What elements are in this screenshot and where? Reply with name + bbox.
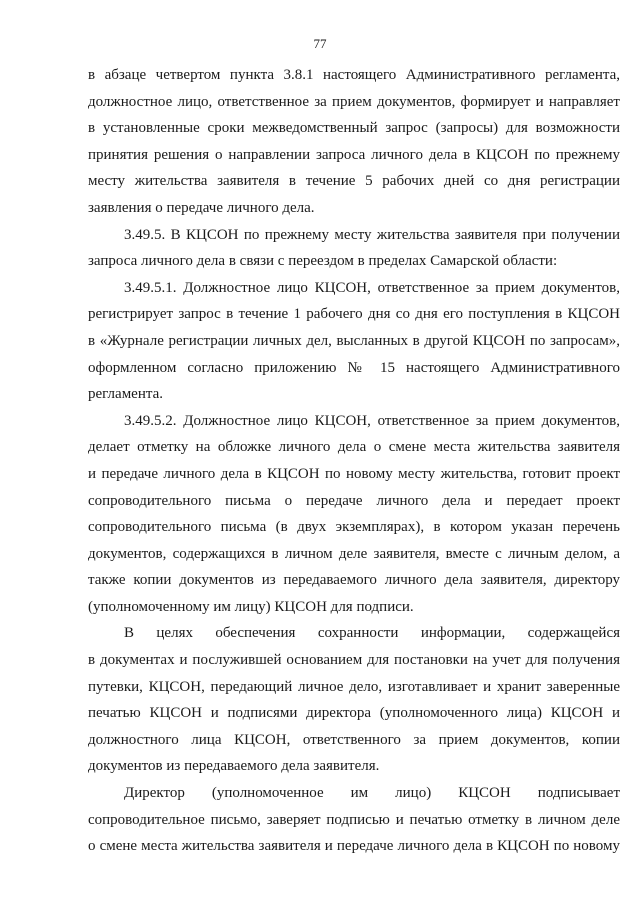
- page-number: 77: [313, 36, 327, 51]
- text-line: оформленном согласно приложению № 15 настоящего Административного: [88, 359, 620, 376]
- text-line: регламента.: [88, 386, 164, 403]
- paragraph-6: [88, 780, 620, 860]
- text-line: 3.49.5.2. Должностное лицо КЦСОН, ответственное за прием документов,: [124, 412, 620, 429]
- text-line: 3.49.5.1. Должностное лицо КЦСОН, ответственное за прием документов,: [124, 279, 620, 296]
- text-line: в абзаце четвертом пункта 3.8.1 настоящего Административного регламента,: [88, 67, 620, 83]
- text-line: о смене места жительства заявителя и передаче личного дела в КЦСОН по новому: [88, 838, 620, 855]
- text-line: (уполномоченному им лицу) КЦСОН для подписи.: [88, 598, 414, 615]
- text-line: 3.49.5. В КЦСОН по прежнему месту жительства заявителя при получении: [124, 226, 620, 243]
- text-line: документов, содержащихся в личном деле заявителя, вместе с личным делом, а: [88, 545, 620, 562]
- paragraph-5: [88, 620, 620, 780]
- text-line: месту жительства заявителя в течение 5 рабочих дней со дня регистрации: [88, 173, 620, 190]
- text-line: Директор (уполномоченное им лицо) КЦСОН подписывает: [124, 785, 620, 802]
- text-line: В целях обеспечения сохранности информации, содержащейся: [124, 625, 620, 642]
- text-line: путевки, КЦСОН, передающий личное дело, изготавливает и хранит заверенные: [88, 678, 620, 695]
- text-line: также копии документов из передаваемого личного дела заявителя, директору: [88, 572, 620, 589]
- text-line: должностное лицо, ответственное за прием документов, формирует и направляет: [88, 93, 620, 110]
- text-line: принятия решения о направлении запроса личного дела в КЦСОН по прежнему: [88, 146, 620, 163]
- text-line: регистрирует запрос в течение 1 рабочего дня со дня его поступления в КЦСОН: [88, 306, 620, 323]
- text-line: сопроводительного письма о передаче личного дела и передает проект: [88, 492, 620, 509]
- document-body: [88, 62, 620, 860]
- text-line: и передаче личного дела в КЦСОН по новому месту жительства, готовит проект: [88, 465, 620, 482]
- text-line: сопроводительное письмо, заверяет подписью и печатью отметку в личном деле: [88, 811, 620, 828]
- text-line: делает отметку на обложке личного дела о смене места жительства заявителя: [88, 439, 620, 456]
- paragraph-3: [88, 275, 620, 408]
- text-line: сопроводительного письма (в двух экземплярах), в котором указан перечень: [88, 519, 620, 536]
- text-line: в установленные сроки межведомственный запрос (запросы) для возможности: [88, 120, 620, 137]
- paragraph-2: [88, 222, 620, 275]
- paragraph-4: [88, 408, 620, 621]
- text-line: документов из передаваемого дела заявителя.: [88, 758, 380, 775]
- text-line: заявления о передаче личного дела.: [88, 199, 315, 216]
- paragraph-1: [88, 62, 620, 222]
- text-line: запроса личного дела в связи с переездом в пределах Самарской области:: [88, 253, 558, 270]
- text-line: должностного лица КЦСОН, ответственного за прием документов, копии: [88, 731, 620, 748]
- text-line: в документах и послужившей основанием для постановки на учет для получения: [88, 652, 620, 669]
- text-line: в «Журнале регистрации личных дел, высланных в другой КЦСОН по запросам»,: [88, 332, 620, 349]
- text-line: печатью КЦСОН и подписями директора (уполномоченного лица) КЦСОН и: [88, 705, 620, 722]
